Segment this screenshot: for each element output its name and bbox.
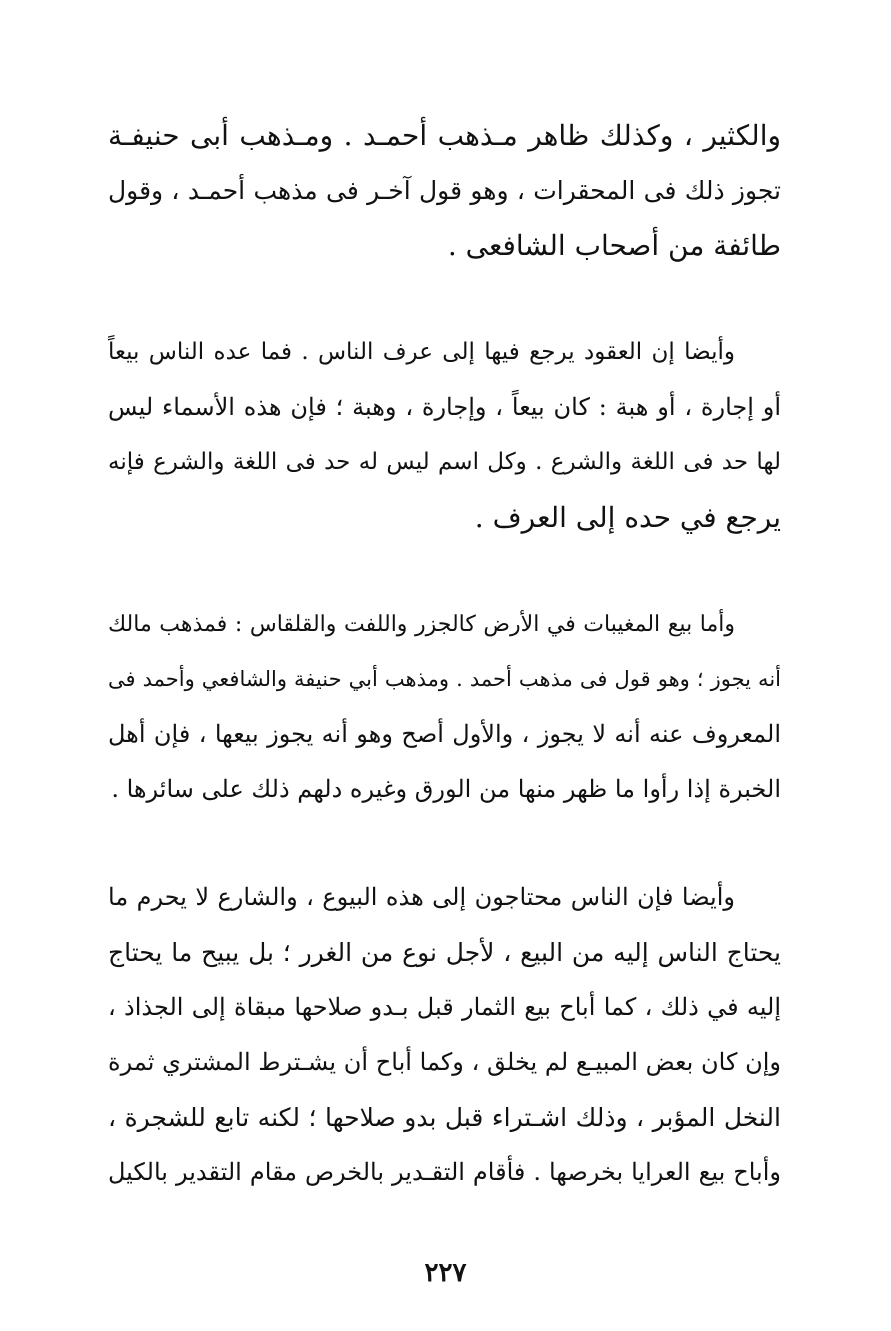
- text-line: وأباح بيع العرايا بخرصها . فأقام التقـدير بالخرص مقام التقدير بالكيل: [108, 1158, 781, 1186]
- text-line: طائفة من أصحاب الشافعى .: [447, 229, 781, 262]
- paragraph-3: [108, 597, 781, 817]
- text-line: تجوز ذلك فى المحقرات ، وهو قول آخـر فى مذهب أحمـد ، وقول: [108, 176, 781, 205]
- text-line: لها حد فى اللغة والشرع . وكل اسم ليس له حد فى اللغة والشرع فإنه: [108, 449, 781, 475]
- text-line: المعروف عنه أنه لا يجوز ، والأول أصح وهو أنه يجوز بيعها ، فإن أهل: [108, 720, 781, 748]
- text-line: وأيضا فإن الناس محتاجون إلى هذه البيوع ، والشارع لا يحرم ما: [108, 883, 735, 911]
- text-line: أنه يجوز ؛ وهو قول فى مذهب أحمد . ومذهب أبي حنيفة والشافعي وأحمد فى: [108, 667, 781, 691]
- paragraph-4: [108, 870, 781, 1200]
- text-line: والكثير ، وكذلك ظاهر مـذهب أحمـد . ومـذهب أبى حنيفـة: [108, 119, 781, 152]
- text-line: وأما بيع المغيبات في الأرض كالجزر واللفت والقلقاس : فمذهب مالك: [108, 612, 735, 637]
- text-line: الخبرة إذا رأوا ما ظهر منها من الورق وغيره دلهم ذلك على سائرها .: [111, 775, 781, 803]
- paragraph-2: [108, 325, 781, 545]
- paragraph-1: [108, 108, 781, 273]
- text-line: يرجع في حده إلى العرف .: [474, 501, 781, 534]
- page-number: ٢٢٧: [424, 1258, 467, 1288]
- text-line: يحتاج الناس إليه من البيع ، لأجل نوع من الغرر ؛ بل يبيح ما يحتاج: [108, 938, 781, 967]
- text-line: وإن كان بعض المبيـع لم يخلق ، وكما أباح أن يشـترط المشتري ثمرة: [108, 1048, 781, 1076]
- text-line: إليه في ذلك ، كما أباح بيع الثمار قبل بـدو صلاحها مبقاة إلى الجذاذ ،: [108, 993, 781, 1021]
- text-line: أو إجارة ، أو هبة : كان بيعاً ، وإجارة ، وهبة ؛ فإن هذه الأسماء ليس: [108, 393, 781, 421]
- text-line: وأيضا إن العقود يرجع فيها إلى عرف الناس . فما عده الناس بيعاً: [108, 339, 735, 365]
- text-line: النخل المؤبر ، وذلك اشـتراء قبل بدو صلاحها ؛ لكنه تابع للشجرة ،: [108, 1103, 781, 1132]
